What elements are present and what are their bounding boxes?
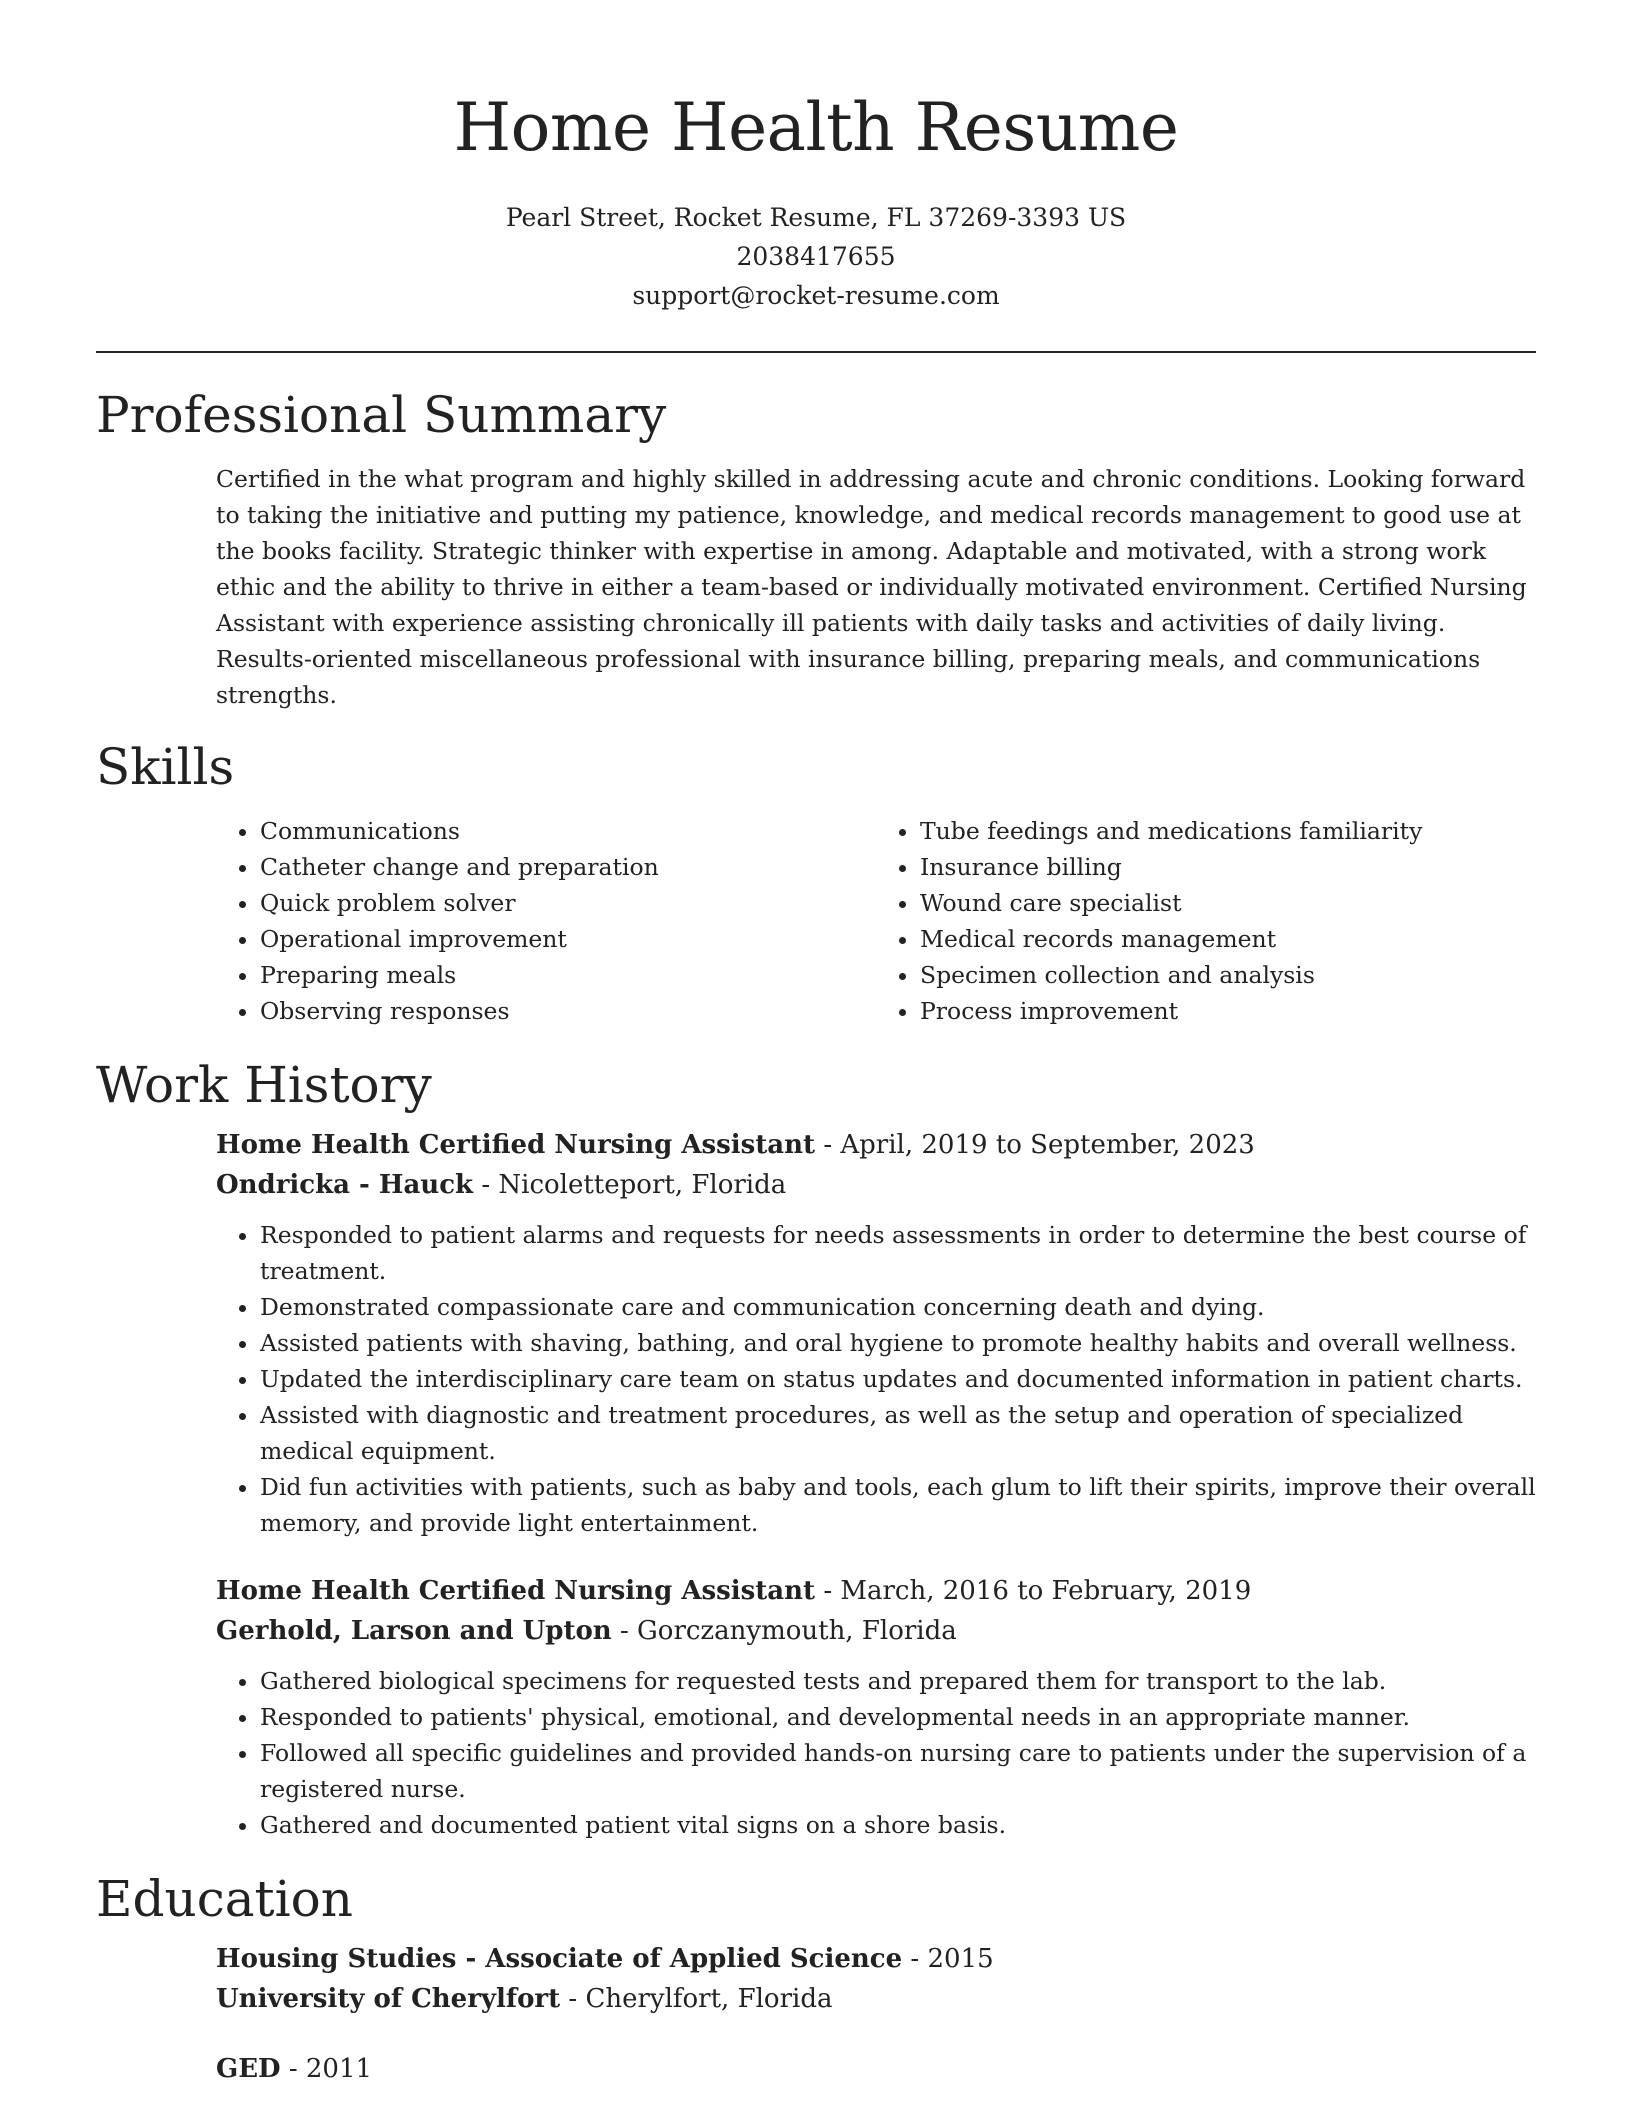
job-company-line — [216, 1165, 1536, 1205]
education-degree: Housing Studies - Associate of Applied Science — [216, 1944, 903, 1974]
education-school-line — [216, 1979, 1536, 2019]
skill-item: • Observing responses — [260, 993, 876, 1029]
skills-grid — [216, 813, 1536, 1029]
job-bullet: • Gathered and documented patient vital signs on a shore basis. — [260, 1807, 1536, 1843]
resume-header — [0, 0, 1632, 315]
job-role: Home Health Certified Nursing Assistant — [216, 1576, 816, 1606]
work-history-heading: Work History — [96, 1056, 432, 1114]
job-title-line — [216, 1571, 1536, 1611]
job-bullet: • Did fun activities with patients, such as baby and tools, each glum to lift their spirits, improve their overall memory, and provide light entertainment. — [260, 1469, 1536, 1541]
resume-name: Home Health Resume — [453, 89, 1179, 166]
summary-heading: Professional Summary — [96, 386, 667, 444]
email: support@rocket-resume.com — [632, 281, 1000, 310]
skill-item: • Process improvement — [920, 993, 1536, 1029]
skill-item: • Tube feedings and medications familiarity — [920, 813, 1536, 849]
job-title-line — [216, 1125, 1536, 1165]
job-bullet: • Responded to patient alarms and requests for needs assessments in order to determine the best course of treatment. — [260, 1217, 1536, 1289]
job-entry — [216, 1571, 1536, 1843]
job-location: - Gorczanymouth, Florida — [611, 1616, 957, 1646]
summary-section — [0, 383, 1632, 713]
education-location: - Cherylfort, Florida — [560, 1984, 833, 2014]
job-bullet: • Updated the interdisciplinary care team on status updates and documented information in patient charts. — [260, 1361, 1536, 1397]
skills-list-left — [216, 813, 876, 1029]
skill-item: • Operational improvement — [260, 921, 876, 957]
address: Pearl Street, Rocket Resume, FL 37269-3393 US — [505, 203, 1127, 232]
skills-list-right — [876, 813, 1536, 1029]
education-degree-line — [216, 1939, 1536, 1979]
job-role: Home Health Certified Nursing Assistant — [216, 1130, 816, 1160]
job-bullet: • Responded to patients' physical, emotional, and developmental needs in an appropriate manner. — [260, 1699, 1536, 1735]
job-bullet: • Assisted patients with shaving, bathing, and oral hygiene to promote healthy habits and overall wellness. — [260, 1325, 1536, 1361]
work-history-section — [0, 1053, 1632, 1843]
education-year: - 2011 — [280, 2054, 373, 2084]
contact-info — [0, 198, 1632, 315]
header-divider — [96, 351, 1536, 353]
job-bullet: • Assisted with diagnostic and treatment procedures, as well as the setup and operation of specialized medical equipment. — [260, 1397, 1536, 1469]
job-dates: - April, 2019 to September, 2023 — [815, 1130, 1255, 1160]
skill-item: • Insurance billing — [920, 849, 1536, 885]
job-bullet: • Followed all specific guidelines and provided hands-on nursing care to patients under the supervision of a registered nurse. — [260, 1735, 1536, 1807]
skill-item: • Specimen collection and analysis — [920, 957, 1536, 993]
education-year: - 2015 — [902, 1944, 994, 1974]
education-entry — [216, 2049, 1536, 2089]
skills-section — [0, 735, 1632, 1029]
skill-item: • Medical records management — [920, 921, 1536, 957]
education-degree-line — [216, 2049, 1536, 2089]
skill-item: • Quick problem solver — [260, 885, 876, 921]
job-bullet: • Gathered biological specimens for requested tests and prepared them for transport to the lab. — [260, 1663, 1536, 1699]
skill-item: • Wound care specialist — [920, 885, 1536, 921]
skills-heading: Skills — [96, 738, 235, 796]
skill-item: • Catheter change and preparation — [260, 849, 876, 885]
education-section — [0, 1867, 1632, 2089]
job-dates: - March, 2016 to February, 2019 — [815, 1576, 1252, 1606]
job-company-line — [216, 1611, 1536, 1651]
job-location: - Nicoletteport, Florida — [473, 1170, 787, 1200]
skill-item: • Preparing meals — [260, 957, 876, 993]
job-bullet: • Demonstrated compassionate care and communication concerning death and dying. — [260, 1289, 1536, 1325]
job-bullets — [216, 1663, 1536, 1843]
phone: 2038417655 — [736, 242, 896, 271]
job-bullets — [216, 1217, 1536, 1541]
education-entry — [216, 1939, 1536, 2019]
education-degree: GED — [216, 2054, 281, 2084]
summary-text: Certified in the what program and highly skilled in addressing acute and chronic conditions. Looking forward to taking the initiative and putting my patience, knowledge, and medical records management to good use at the books facility. Strategic thinker with expertise in among. Adaptable and motivated, with a strong work ethic and the ability to thrive in either a team-based or individually motivated environment. Certified Nursing Assistant with experience assisting chronically ill patients with daily tasks and activities of daily living. Results-oriented miscellaneous professional with insurance billing, preparing meals, and communications strengths. — [216, 465, 1527, 709]
job-company: Ondricka - Hauck — [216, 1170, 474, 1200]
job-company: Gerhold, Larson and Upton — [216, 1616, 612, 1646]
education-school: University of Cherylfort — [216, 1984, 561, 2014]
education-heading: Education — [96, 1870, 353, 1928]
job-entry — [216, 1125, 1536, 1541]
skill-item: • Communications — [260, 813, 876, 849]
